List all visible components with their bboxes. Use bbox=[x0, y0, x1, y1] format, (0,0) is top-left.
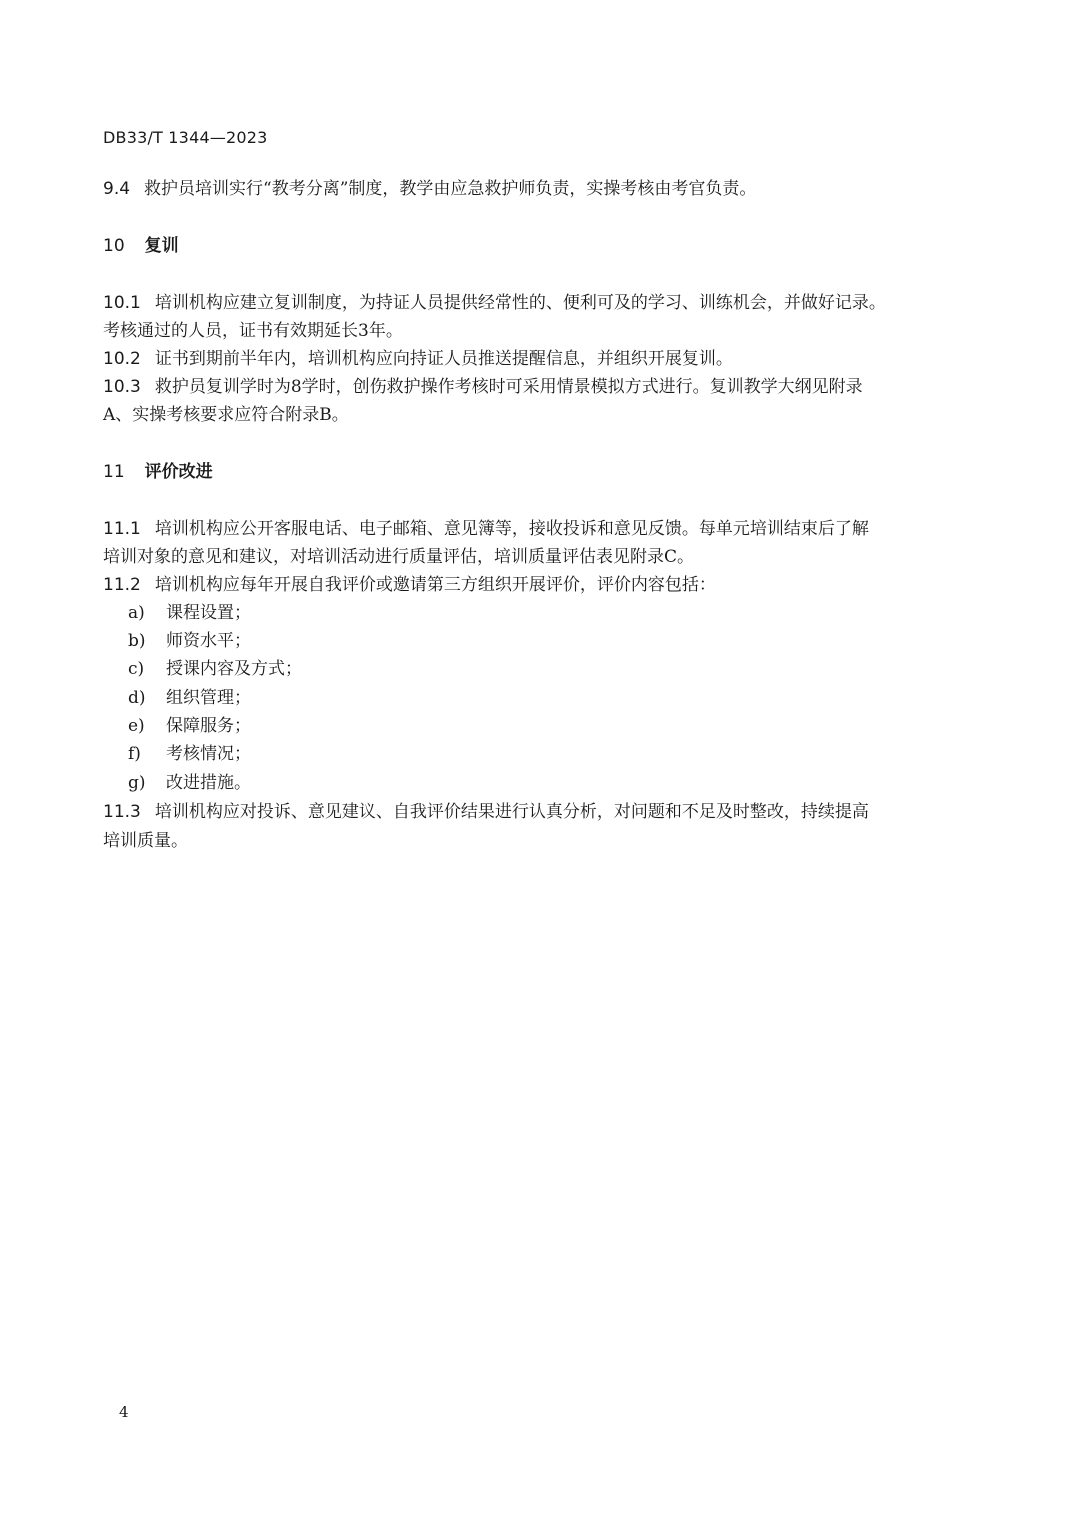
clause-number: 11.3 bbox=[103, 802, 141, 822]
list-text: 保障服务； bbox=[166, 716, 251, 736]
clause-11-2 bbox=[103, 571, 716, 599]
clause-text: 培训机构应每年开展自我评价或邀请第三方组织开展评价，评价内容包括： bbox=[154, 575, 716, 595]
list-item bbox=[128, 684, 251, 712]
clause-text: 救护员复训学时为8学时，创伤救护操作考核时可采用情景模拟方式进行。复训教学大纲见附录 bbox=[154, 377, 863, 397]
list-item bbox=[128, 655, 302, 683]
clause-11-3-line-1 bbox=[103, 798, 869, 826]
clause-number: 9.4 bbox=[103, 179, 131, 199]
section-10-heading bbox=[103, 232, 179, 260]
clause-text: 培训机构应公开客服电话、电子邮箱、意见簿等，接收投诉和意见反馈。每单元培训结束后了解 bbox=[154, 519, 869, 539]
list-marker: a) bbox=[128, 603, 145, 623]
list-text: 课程设置； bbox=[166, 603, 251, 623]
clause-11-3-line-2: 培训质量。 bbox=[103, 831, 188, 851]
clause-11-1-line-1 bbox=[103, 515, 869, 543]
section-title: 评价改进 bbox=[144, 462, 213, 482]
list-text: 考核情况； bbox=[166, 744, 251, 764]
clause-10-1-line-1 bbox=[103, 289, 886, 317]
section-number: 10 bbox=[103, 236, 125, 256]
page-number: 4 bbox=[119, 1403, 129, 1421]
clause-11-1-line-2: 培训对象的意见和建议，对培训活动进行质量评估，培训质量评估表见附录C。 bbox=[103, 547, 695, 567]
list-text: 改进措施。 bbox=[166, 773, 251, 793]
list-marker: c) bbox=[128, 659, 145, 679]
section-11-heading bbox=[103, 458, 213, 486]
list-marker: e) bbox=[128, 716, 145, 736]
list-item bbox=[128, 740, 251, 768]
clause-number: 10.3 bbox=[103, 377, 141, 397]
clause-text: 培训机构应对投诉、意见建议、自我评价结果进行认真分析，对问题和不足及时整改，持续提高 bbox=[154, 802, 869, 822]
clause-text: 救护员培训实行“教考分离”制度，教学由应急救护师负责，实操考核由考官负责。 bbox=[144, 179, 757, 199]
section-number: 11 bbox=[103, 462, 125, 482]
list-text: 组织管理； bbox=[166, 688, 251, 708]
clause-text: 培训机构应建立复训制度，为持证人员提供经常性的、便利可及的学习、训练机会，并做好记录。 bbox=[154, 293, 886, 313]
clause-10-3-line-1 bbox=[103, 373, 863, 401]
list-text: 师资水平； bbox=[166, 631, 251, 651]
clause-10-3-line-2: A、实操考核要求应符合附录B。 bbox=[103, 405, 349, 425]
clause-number: 11.2 bbox=[103, 575, 141, 595]
list-item bbox=[128, 769, 251, 797]
section-title: 复训 bbox=[144, 236, 179, 256]
list-item bbox=[128, 712, 251, 740]
list-marker: g) bbox=[128, 773, 146, 793]
list-marker: d) bbox=[128, 688, 146, 708]
list-text: 授课内容及方式； bbox=[166, 659, 302, 679]
clause-number: 10.1 bbox=[103, 293, 141, 313]
clause-text: 证书到期前半年内，培训机构应向持证人员推送提醒信息，并组织开展复训。 bbox=[154, 349, 733, 369]
list-marker: b) bbox=[128, 631, 146, 651]
list-item bbox=[128, 627, 251, 655]
clause-number: 11.1 bbox=[103, 519, 141, 539]
clause-10-2 bbox=[103, 345, 733, 373]
clause-9-4 bbox=[103, 175, 756, 203]
document-id-header: DB33/T 1344—2023 bbox=[103, 128, 268, 147]
clause-number: 10.2 bbox=[103, 349, 141, 369]
list-item bbox=[128, 599, 251, 627]
clause-10-1-line-2: 考核通过的人员，证书有效期延长3年。 bbox=[103, 321, 403, 341]
list-marker: f) bbox=[128, 744, 141, 764]
